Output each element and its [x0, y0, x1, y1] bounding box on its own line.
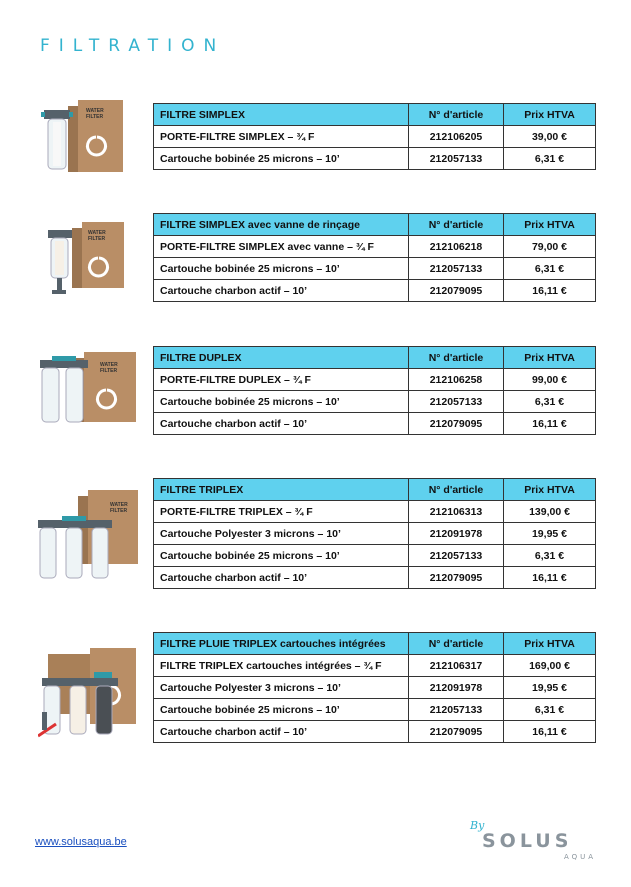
product-table-pluie-triplex — [153, 632, 596, 743]
product-name: PORTE-FILTRE TRIPLEX – ¾ F — [154, 501, 409, 523]
product-image-simplex-vanne — [38, 212, 138, 302]
price: 16,11 € — [504, 280, 596, 302]
price-header: Prix HTVA — [504, 633, 596, 655]
price: 79,00 € — [504, 236, 596, 258]
table-row — [154, 413, 596, 435]
price: 39,00 € — [504, 126, 596, 148]
product-image-simplex — [38, 92, 138, 182]
svg-text:WATER: WATER — [86, 108, 104, 114]
table-row — [154, 126, 596, 148]
article-header: N° d'article — [409, 347, 504, 369]
article-header: N° d'article — [409, 104, 504, 126]
table-header — [154, 633, 596, 655]
table-row — [154, 677, 596, 699]
article-number: 212106313 — [409, 501, 504, 523]
table-row — [154, 280, 596, 302]
svg-text:FILTER: FILTER — [100, 368, 118, 374]
svg-text:WATER: WATER — [100, 362, 118, 368]
article-number: 212091978 — [409, 523, 504, 545]
product-name: Cartouche bobinée 25 microns – 10’ — [154, 258, 409, 280]
website-link[interactable]: www.solusaqua.be — [35, 836, 127, 848]
price: 6,31 € — [504, 699, 596, 721]
product-name: Cartouche Polyester 3 microns – 10’ — [154, 677, 409, 699]
price: 6,31 € — [504, 148, 596, 170]
price: 19,95 € — [504, 677, 596, 699]
table-row — [154, 148, 596, 170]
price: 16,11 € — [504, 721, 596, 743]
page-title: FILTRATION — [40, 36, 226, 56]
price-header: Prix HTVA — [504, 214, 596, 236]
article-number: 212057133 — [409, 258, 504, 280]
article-number: 212079095 — [409, 280, 504, 302]
price: 16,11 € — [504, 413, 596, 435]
price: 169,00 € — [504, 655, 596, 677]
article-number: 212079095 — [409, 567, 504, 589]
product-table-simplex — [153, 103, 596, 170]
article-number: 212079095 — [409, 413, 504, 435]
section-title: FILTRE DUPLEX — [154, 347, 409, 369]
section-title: FILTRE SIMPLEX — [154, 104, 409, 126]
article-number: 212106317 — [409, 655, 504, 677]
price: 99,00 € — [504, 369, 596, 391]
article-number: 212057133 — [409, 545, 504, 567]
svg-text:SOLUS: SOLUS — [482, 830, 573, 852]
table-row — [154, 699, 596, 721]
article-number: 212106218 — [409, 236, 504, 258]
article-number: 212106258 — [409, 369, 504, 391]
svg-text:AQUA: AQUA — [564, 853, 597, 861]
product-image-triplex — [38, 486, 138, 584]
article-number: 212079095 — [409, 721, 504, 743]
svg-text:By: By — [470, 819, 485, 832]
solus-aqua-logo — [468, 817, 603, 862]
table-row — [154, 391, 596, 413]
product-name: Cartouche bobinée 25 microns – 10’ — [154, 391, 409, 413]
svg-text:WATER: WATER — [88, 230, 106, 236]
price: 139,00 € — [504, 501, 596, 523]
price: 6,31 € — [504, 391, 596, 413]
price: 6,31 € — [504, 545, 596, 567]
table-row — [154, 501, 596, 523]
product-name: Cartouche Polyester 3 microns – 10’ — [154, 523, 409, 545]
table-row — [154, 369, 596, 391]
price: 19,95 € — [504, 523, 596, 545]
price-header: Prix HTVA — [504, 479, 596, 501]
product-table-simplex-vanne — [153, 213, 596, 302]
article-number: 212057133 — [409, 148, 504, 170]
section-title: FILTRE SIMPLEX avec vanne de rinçage — [154, 214, 409, 236]
product-image-pluie-triplex — [38, 644, 138, 744]
price: 6,31 € — [504, 258, 596, 280]
article-number: 212057133 — [409, 391, 504, 413]
table-header — [154, 479, 596, 501]
product-name: PORTE-FILTRE SIMPLEX – ¾ F — [154, 126, 409, 148]
product-name: PORTE-FILTRE DUPLEX – ¾ F — [154, 369, 409, 391]
price: 16,11 € — [504, 567, 596, 589]
product-name: Cartouche charbon actif – 10’ — [154, 413, 409, 435]
table-header — [154, 214, 596, 236]
svg-text:FILTER: FILTER — [86, 114, 104, 120]
svg-text:FILTER: FILTER — [88, 236, 106, 242]
section-title: FILTRE PLUIE TRIPLEX cartouches intégrées — [154, 633, 409, 655]
table-row — [154, 545, 596, 567]
article-header: N° d'article — [409, 479, 504, 501]
article-header: N° d'article — [409, 633, 504, 655]
price-header: Prix HTVA — [504, 347, 596, 369]
table-row — [154, 721, 596, 743]
article-number: 212091978 — [409, 677, 504, 699]
product-name: FILTRE TRIPLEX cartouches intégrées – ¾ F — [154, 655, 409, 677]
section-title: FILTRE TRIPLEX — [154, 479, 409, 501]
table-row — [154, 523, 596, 545]
product-name: Cartouche bobinée 25 microns – 10’ — [154, 699, 409, 721]
product-name: Cartouche bobinée 25 microns – 10’ — [154, 148, 409, 170]
table-row — [154, 567, 596, 589]
product-name: Cartouche bobinée 25 microns – 10’ — [154, 545, 409, 567]
product-name: PORTE-FILTRE SIMPLEX avec vanne – ¾ F — [154, 236, 409, 258]
article-number: 212106205 — [409, 126, 504, 148]
table-row — [154, 655, 596, 677]
table-header — [154, 347, 596, 369]
product-image-duplex — [38, 346, 138, 436]
product-name: Cartouche charbon actif – 10’ — [154, 280, 409, 302]
table-row — [154, 258, 596, 280]
product-table-triplex — [153, 478, 596, 589]
product-table-duplex — [153, 346, 596, 435]
svg-text:WATER: WATER — [110, 502, 128, 508]
product-name: Cartouche charbon actif – 10’ — [154, 567, 409, 589]
product-name: Cartouche charbon actif – 10’ — [154, 721, 409, 743]
article-number: 212057133 — [409, 699, 504, 721]
table-header — [154, 104, 596, 126]
article-header: N° d'article — [409, 214, 504, 236]
svg-text:FILTER: FILTER — [110, 508, 128, 514]
price-header: Prix HTVA — [504, 104, 596, 126]
table-row — [154, 236, 596, 258]
